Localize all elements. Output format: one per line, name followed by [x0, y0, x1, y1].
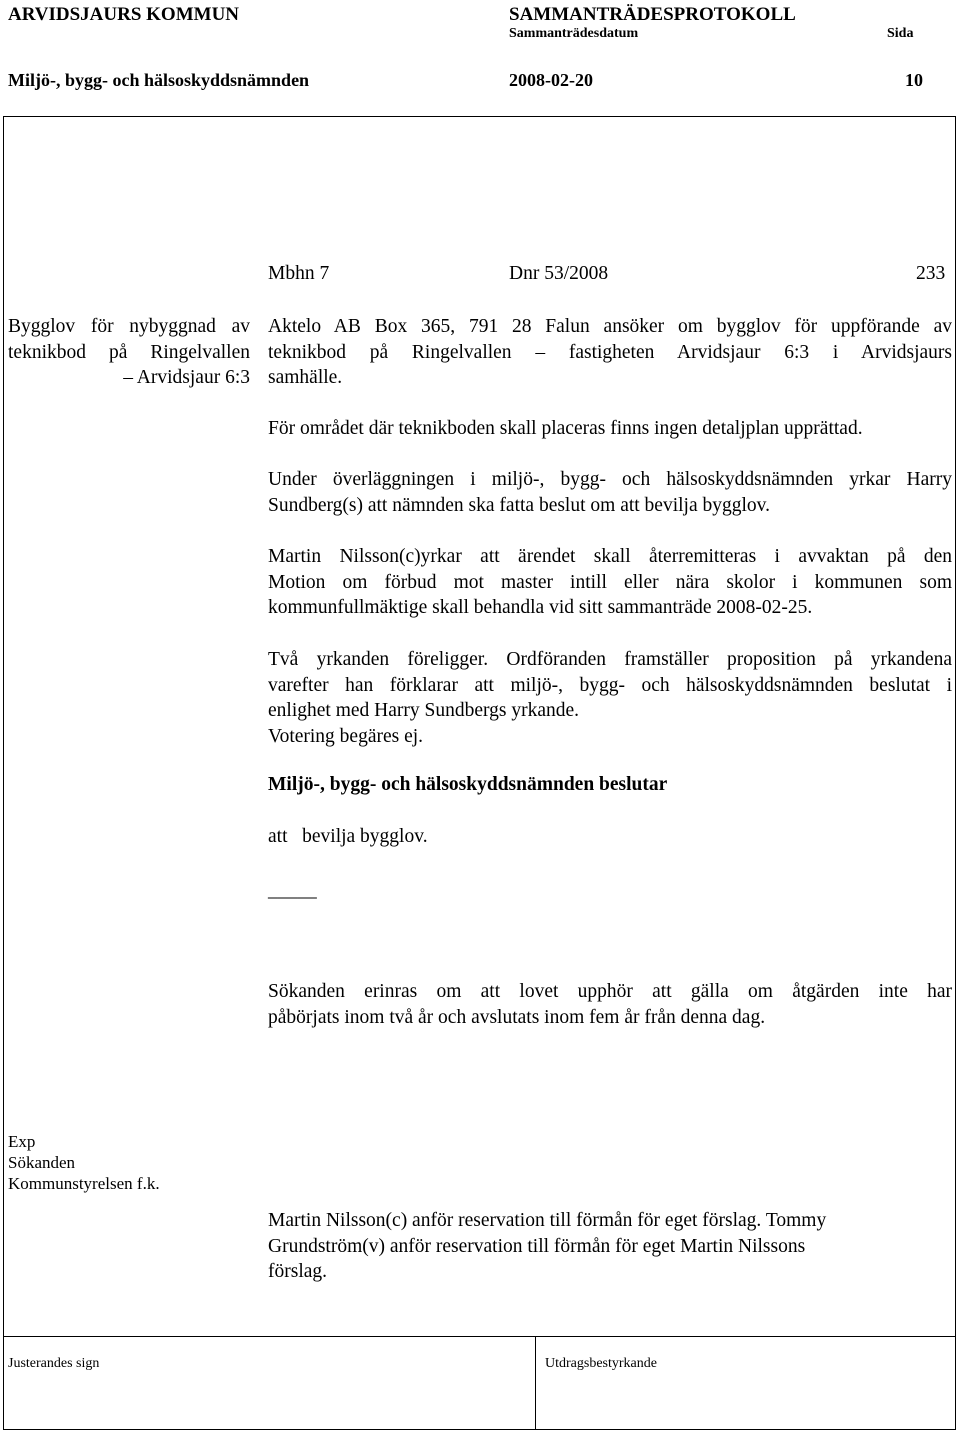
decision-text: att bevilja bygglov.: [268, 826, 428, 847]
text-line: varefter han förklarar att miljö-, bygg- och hälsoskyddsnämnden beslutat i: [268, 674, 952, 696]
plan-paragraph: [268, 416, 952, 442]
signature-label: Justerandes sign: [8, 1356, 100, 1371]
text-line: Sundberg(s) att nämnden ska fatta beslut om att bevilja bygglov.: [268, 494, 771, 516]
text-line: kommunfullmäktige skall behandla vid sitt sammanträde 2008-02-25.: [268, 597, 813, 618]
text-line: Martin Nilsson(c) anför reservation till förmån för eget förslag. Tommy: [268, 1210, 827, 1231]
motion-nilsson-paragraph: [268, 544, 952, 621]
text-line: Motion om förbud mot master intill eller nära skolor i kommunen som: [268, 571, 952, 593]
text-line: Grundström(v) anför reservation till förmån för eget Martin Nilssons: [268, 1235, 806, 1257]
text-line: teknikbod på Ringelvallen – fastigheten Arvidsjaur 6:3 i Arvidsjaurs: [268, 341, 952, 363]
meeting-date: 2008-02-20: [509, 70, 593, 90]
side-title-line: – Arvidsjaur 6:3: [123, 367, 250, 388]
committee-name: Miljö-, bygg- och hälsoskyddsnämnden: [8, 70, 310, 90]
text-line: Votering begäres ej.: [268, 725, 424, 747]
case-side-title: [8, 314, 250, 391]
text-line: Två yrkanden föreligger. Ordföranden framställer proposition på yrkandena: [268, 649, 952, 670]
text-line: förslag.: [268, 1261, 328, 1282]
text-line: Under överläggningen i miljö-, bygg- och hälsoskyddsnämnden yrkar Harry: [268, 469, 952, 490]
document-type: SAMMANTRÄDESPROTOKOLL: [509, 4, 796, 25]
distribution-item: Sökanden: [8, 1153, 76, 1172]
reservation-paragraph: [268, 1208, 952, 1285]
side-title-line: Bygglov för nybyggnad av: [8, 316, 250, 337]
extract-certification-label: Utdragsbestyrkande: [545, 1356, 657, 1371]
text-line: För området där teknikboden skall placeras finns ingen detaljplan upprättad.: [268, 418, 863, 439]
text-line: påbörjats inom två år och avslutats inom fem år från denna dag.: [268, 1006, 766, 1028]
page-label: Sida: [887, 26, 914, 41]
case-number: 233: [916, 263, 946, 284]
distribution-item: Kommunstyrelsen f.k.: [8, 1174, 160, 1193]
distribution-label: Exp: [8, 1132, 36, 1151]
motion-sundberg-paragraph: [268, 467, 952, 518]
text-line: Martin Nilsson(c)yrkar att ärendet skall återremitteras i avvaktan på den: [268, 546, 952, 567]
diary-number: Dnr 53/2008: [509, 263, 609, 284]
text-line: Sökanden erinras om att lovet upphör att gälla om åtgärden inte har: [268, 981, 952, 1002]
application-paragraph: [268, 314, 952, 391]
text-line: enlighet med Harry Sundbergs yrkande.: [268, 700, 580, 721]
decision-heading: Miljö-, bygg- och hälsoskyddsnämnden beslutar: [268, 774, 668, 795]
footer-column-divider: [535, 1336, 536, 1430]
separator-line: _____: [268, 880, 317, 901]
paragraph-number: Mbhn 7: [268, 263, 330, 284]
validity-notice: [268, 979, 952, 1030]
page-number: 10: [905, 70, 923, 90]
footer-divider: [3, 1336, 956, 1337]
text-line: samhälle.: [268, 367, 343, 388]
text-line: Aktelo AB Box 365, 791 28 Falun ansöker om bygglov för uppförande av: [268, 316, 952, 337]
side-title-line: teknikbod på Ringelvallen: [8, 341, 250, 363]
proposition-paragraph: [268, 647, 952, 749]
municipality-name: ARVIDSJAURS KOMMUN: [8, 4, 240, 25]
distribution-list: [8, 1131, 160, 1194]
date-label: Sammanträdesdatum: [509, 26, 639, 41]
